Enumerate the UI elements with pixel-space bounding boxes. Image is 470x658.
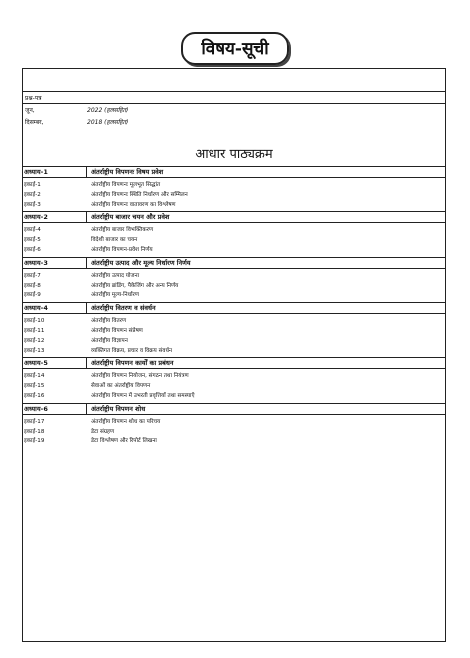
unit-label: इकाई-9 bbox=[24, 292, 41, 299]
chapter-title: अंतर्राष्ट्रीय बाजार चयन और प्रवेश bbox=[91, 213, 170, 222]
unit-row bbox=[23, 282, 445, 292]
unit-row bbox=[23, 428, 445, 438]
paper-year: 2018 (हलसहित) bbox=[87, 119, 129, 126]
unit-row bbox=[23, 291, 445, 301]
unit-title: अंतर्राष्ट्रीय मूल्य-निर्धारण bbox=[91, 292, 139, 299]
unit-row bbox=[23, 418, 445, 428]
unit-title: व्यक्तिगत विक्रय, प्रचार व विक्रय संवर्धन bbox=[91, 347, 173, 354]
paper-year: 2022 (हलसहित) bbox=[87, 107, 129, 114]
chapter-title: अंतर्राष्ट्रीय विपणन कार्यों का प्रबंधन bbox=[91, 359, 174, 368]
unit-title: अंतर्राष्ट्रीय बाजार विभक्तिकरण bbox=[91, 227, 153, 234]
page-title: विषय-सूची bbox=[181, 32, 288, 65]
unit-title: सेवाओं का अंतर्राष्ट्रीय विपणन bbox=[91, 383, 151, 390]
chapter-label: अध्याय-1 bbox=[23, 167, 87, 177]
unit-row bbox=[23, 201, 445, 211]
unit-label: इकाई-3 bbox=[24, 201, 41, 208]
chapter-row bbox=[23, 302, 445, 314]
unit-row bbox=[23, 317, 445, 327]
unit-row bbox=[23, 437, 445, 447]
contents-frame bbox=[22, 68, 446, 642]
title-header bbox=[0, 32, 470, 65]
chapter-row bbox=[23, 211, 445, 223]
unit-label: इकाई-13 bbox=[24, 347, 45, 354]
unit-row bbox=[23, 382, 445, 392]
chapter-row bbox=[23, 166, 445, 178]
unit-list bbox=[23, 415, 445, 448]
chapter-row bbox=[23, 357, 445, 369]
unit-label: इकाई-1 bbox=[24, 182, 41, 188]
unit-row bbox=[23, 372, 445, 382]
chapter-label: अध्याय-3 bbox=[23, 258, 87, 268]
unit-title: अंतर्राष्ट्रीय उत्पाद योजना bbox=[91, 272, 140, 279]
chapter-title: अंतर्राष्ट्रीय विपणन शोध bbox=[91, 404, 146, 413]
unit-label: इकाई-17 bbox=[24, 418, 45, 425]
unit-title: अंतर्राष्ट्रीय विपणन शोध का परिचय bbox=[91, 418, 161, 425]
unit-label: इकाई-2 bbox=[24, 191, 41, 198]
unit-list bbox=[23, 269, 445, 302]
unit-label: इकाई-8 bbox=[24, 282, 41, 289]
unit-label: इकाई-6 bbox=[24, 246, 41, 253]
unit-row bbox=[23, 272, 445, 282]
chapter-title: अंतर्राष्ट्रीय विपणनः विषय प्रवेश bbox=[91, 168, 164, 176]
paper-row bbox=[23, 116, 445, 128]
chapter-title: अंतर्राष्ट्रीय उत्पाद और मूल्य निर्धारण निर्णय bbox=[91, 258, 191, 267]
unit-title: अंतर्राष्ट्रीय विपणन संप्रेषण bbox=[91, 327, 143, 334]
unit-row bbox=[23, 246, 445, 256]
unit-title: डेटा विश्लेषण और रिपोर्ट लिखना bbox=[91, 438, 157, 445]
unit-row bbox=[23, 347, 445, 357]
question-paper-label: प्रश्न-पत्र bbox=[23, 92, 445, 104]
unit-label: इकाई-15 bbox=[24, 383, 45, 390]
unit-label: इकाई-14 bbox=[24, 373, 45, 380]
unit-title: अंतर्राष्ट्रीय विपणन में उभरती प्रवृत्तियाँ तथा समस्याएँ bbox=[91, 392, 195, 399]
chapter-label: अध्याय-2 bbox=[23, 212, 87, 222]
unit-title: अंतर्राष्ट्रीय विपणन नियोजन, संगठन तथा नियंत्रण bbox=[91, 373, 189, 380]
syllabus-heading: आधार पाठ्यक्रम bbox=[195, 147, 273, 162]
unit-label: इकाई-11 bbox=[24, 327, 45, 334]
unit-title: अंतर्राष्ट्रीय वितरण bbox=[91, 318, 127, 325]
unit-title: डेटा संग्रहण bbox=[91, 428, 114, 435]
chapter-list bbox=[23, 166, 445, 448]
chapter-label: अध्याय-6 bbox=[23, 404, 87, 414]
top-band bbox=[23, 69, 445, 92]
unit-row bbox=[23, 337, 445, 347]
unit-label: इकाई-12 bbox=[24, 337, 45, 344]
chapter-row bbox=[23, 403, 445, 415]
unit-label: इकाई-19 bbox=[24, 438, 45, 445]
unit-row bbox=[23, 236, 445, 246]
paper-list bbox=[23, 104, 445, 128]
paper-month: दिसम्बर, bbox=[25, 119, 44, 126]
unit-label: इकाई-7 bbox=[24, 272, 41, 279]
paper-row bbox=[23, 104, 445, 116]
unit-list bbox=[23, 178, 445, 211]
unit-title: अंतर्राष्ट्रीय विपणनः मूलभूत सिद्धांत bbox=[91, 182, 161, 188]
unit-list bbox=[23, 314, 445, 357]
unit-title: अंतर्राष्ट्रीय विज्ञापन bbox=[91, 337, 128, 344]
unit-title: अंतर्राष्ट्रीय विपणनः स्थिति निर्धारण और सम्मिलन bbox=[91, 191, 188, 198]
unit-title: अंतर्राष्ट्रीय विपणनः वातावरण का विश्लेषण bbox=[91, 201, 176, 208]
unit-row bbox=[23, 181, 445, 191]
unit-list bbox=[23, 223, 445, 256]
unit-label: इकाई-4 bbox=[24, 227, 41, 234]
chapter-row bbox=[23, 257, 445, 269]
unit-title: विदेशी बाजार का चयन bbox=[91, 237, 138, 244]
unit-row bbox=[23, 226, 445, 236]
chapter-label: अध्याय-4 bbox=[23, 303, 87, 313]
unit-title: अंतर्राष्ट्रीय ब्रांडिंग, पैकेजिंग और अन्य निर्णय bbox=[91, 282, 179, 289]
unit-row bbox=[23, 392, 445, 402]
unit-row bbox=[23, 191, 445, 201]
chapter-title: अंतर्राष्ट्रीय वितरण व संवर्धन bbox=[91, 304, 156, 313]
unit-list bbox=[23, 369, 445, 402]
unit-label: इकाई-5 bbox=[24, 237, 41, 244]
unit-label: इकाई-16 bbox=[24, 392, 45, 399]
unit-label: इकाई-10 bbox=[24, 318, 45, 325]
unit-row bbox=[23, 327, 445, 337]
unit-title: अंतर्राष्ट्रीय विपणन-प्रवेश निर्णय bbox=[91, 246, 153, 253]
unit-label: इकाई-18 bbox=[24, 428, 45, 435]
chapter-label: अध्याय-5 bbox=[23, 358, 87, 368]
paper-month: जून, bbox=[25, 107, 35, 114]
